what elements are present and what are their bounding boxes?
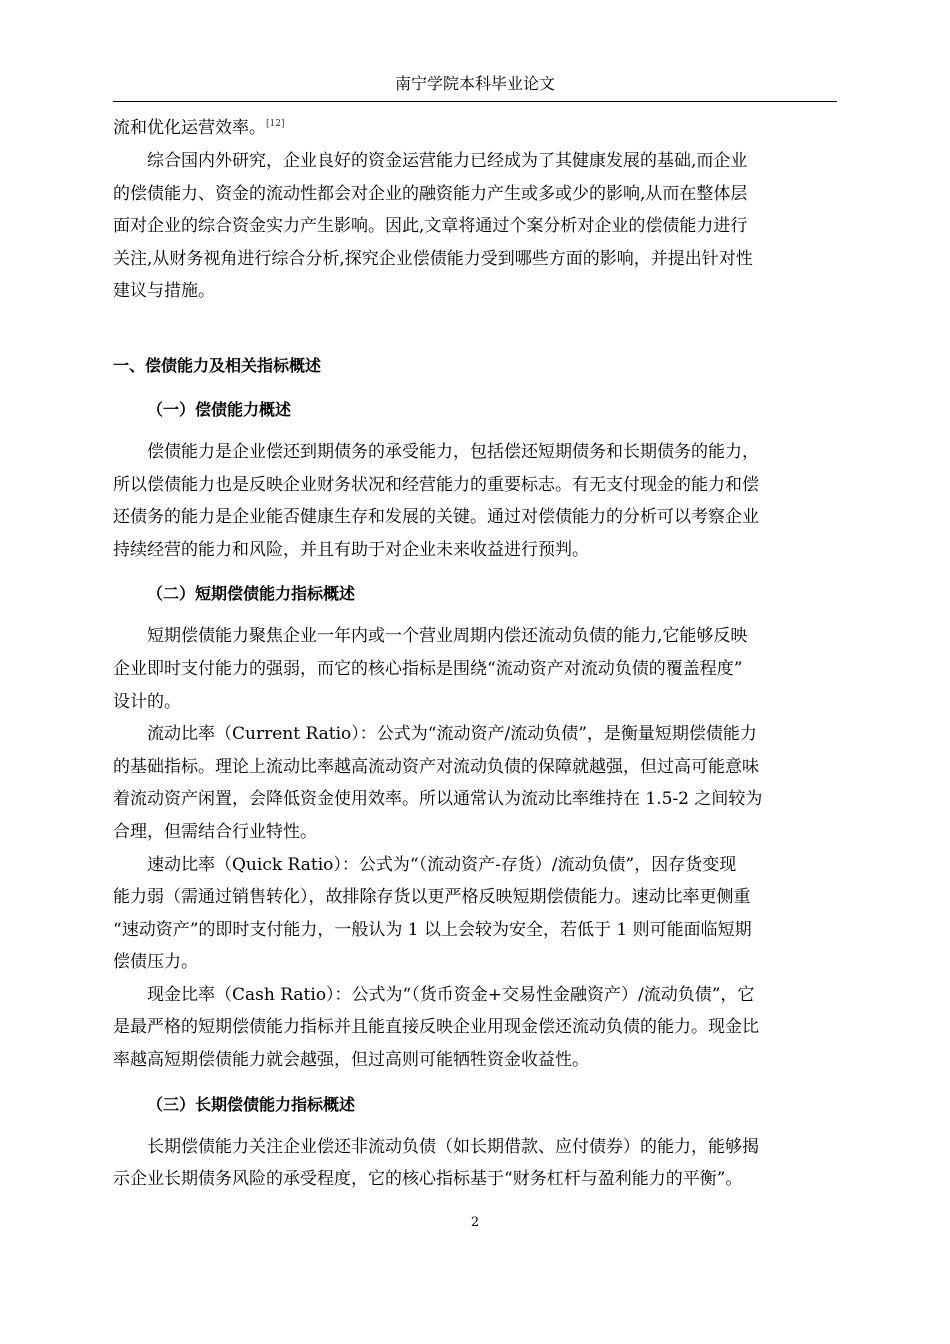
subsection-heading-3: （三）长期偿债能力指标概述 <box>147 1094 356 1114</box>
text-line: 综合国内外研究，企业良好的资金运营能力已经成为了其健康发展的基础,而企业 <box>147 151 748 171</box>
short-term-intro-paragraph <box>113 620 837 718</box>
solvency-overview-paragraph <box>113 436 837 566</box>
intro-continuation <box>113 112 837 145</box>
text-line: 还债务的能力是企业能否健康生存和发展的关键。通过对偿债能力的分析可以考察企业 <box>113 507 759 528</box>
citation-marker: [12] <box>266 119 285 129</box>
text-line: “速动资产”的即时支付能力，一般认为 1 以上会较为安全，若低于 1 则可能面临短期 <box>113 919 752 940</box>
text-line: 短期偿债能力聚焦企业一年内或一个营业周期内偿还流动负债的能力,它能够反映 <box>147 626 748 647</box>
text-line: 着流动资产闲置，会降低资金使用效率。所以通常认为流动比率维持在 1.5-2 之间较为 <box>113 789 763 810</box>
page-number: 2 <box>470 1215 480 1230</box>
text-line: 现金比率（Cash Ratio）：公式为“（货币资金+交易性金融资产）/流动负债”，它 <box>147 984 755 1005</box>
text-line: 速动比率（Quick Ratio）：公式为“（流动资产-存货）/流动负债”，因存货变现 <box>147 854 737 875</box>
text-line: 面对企业的综合资金实力产生影响。因此,文章将通过个案分析对企业的偿债能力进行 <box>113 216 748 237</box>
text-line: 偿债能力是企业偿还到期债务的承受能力，包括偿还短期债务和长期债务的能力， <box>147 441 759 462</box>
text-line: 设计的。 <box>113 691 181 712</box>
text-line: 能力弱（需通过销售转化），故排除存货以更严格反映短期偿债能力。速动比率更侧重 <box>113 887 751 908</box>
continuation-text: 流和优化运营效率。 <box>113 118 266 138</box>
long-term-intro-paragraph <box>113 1131 837 1196</box>
header-divider <box>113 101 837 102</box>
current-ratio-paragraph <box>113 718 837 848</box>
text-line: 企业即时支付能力的强弱，而它的核心指标是围绕“流动资产对流动负债的覆盖程度” <box>113 658 743 679</box>
quick-ratio-paragraph <box>113 849 837 979</box>
text-line: 合理，但需结合行业特性。 <box>113 821 317 842</box>
cash-ratio-paragraph <box>113 979 837 1077</box>
subsection-heading-1: （一）偿债能力概述 <box>147 399 292 419</box>
text-line: 关注,从财务视角进行综合分析,探究企业偿债能力受到哪些方面的影响，并提出针对性 <box>113 248 753 269</box>
text-line: 建议与措施。 <box>113 281 215 302</box>
text-line: 率越高短期偿债能力就会越强，但过高则可能牺牲资金收益性。 <box>113 1050 589 1071</box>
text-line: 是最严格的短期偿债能力指标并且能直接反映企业用现金偿还流动负债的能力。现金比 <box>113 1017 759 1038</box>
text-line: 的基础指标。理论上流动比率越高流动资产对流动负债的保障就越强，但过高可能意味 <box>113 756 759 777</box>
text-line: 长期偿债能力关注企业偿还非流动负债（如长期借款、应付债券）的能力，能够揭 <box>147 1136 759 1157</box>
running-header: 南宁学院本科毕业论文 <box>394 74 555 93</box>
text-line: 示企业长期债务风险的承受程度，它的核心指标基于“财务杠杆与盈利能力的平衡”。 <box>113 1169 743 1190</box>
section-heading-1: 一、偿债能力及相关指标概述 <box>113 355 322 375</box>
text-line: 持续经营的能力和风险，并且有助于对企业未来收益进行预判。 <box>113 539 589 560</box>
intro-summary-paragraph <box>113 145 837 308</box>
text-line: 所以偿债能力也是反映企业财务状况和经营能力的重要标志。有无支付现金的能力和偿 <box>113 474 759 495</box>
text-line: 的偿债能力、资金的流动性都会对企业的融资能力产生或多或少的影响,从而在整体层 <box>113 183 748 204</box>
text-line: 偿债压力。 <box>113 952 198 973</box>
body-text <box>113 112 837 1196</box>
text-line: 流动比率（Current Ratio）：公式为“流动资产/流动负债”，是衡量短期偿债能力 <box>147 724 757 745</box>
subsection-heading-2: （二）短期偿债能力指标概述 <box>147 584 356 604</box>
